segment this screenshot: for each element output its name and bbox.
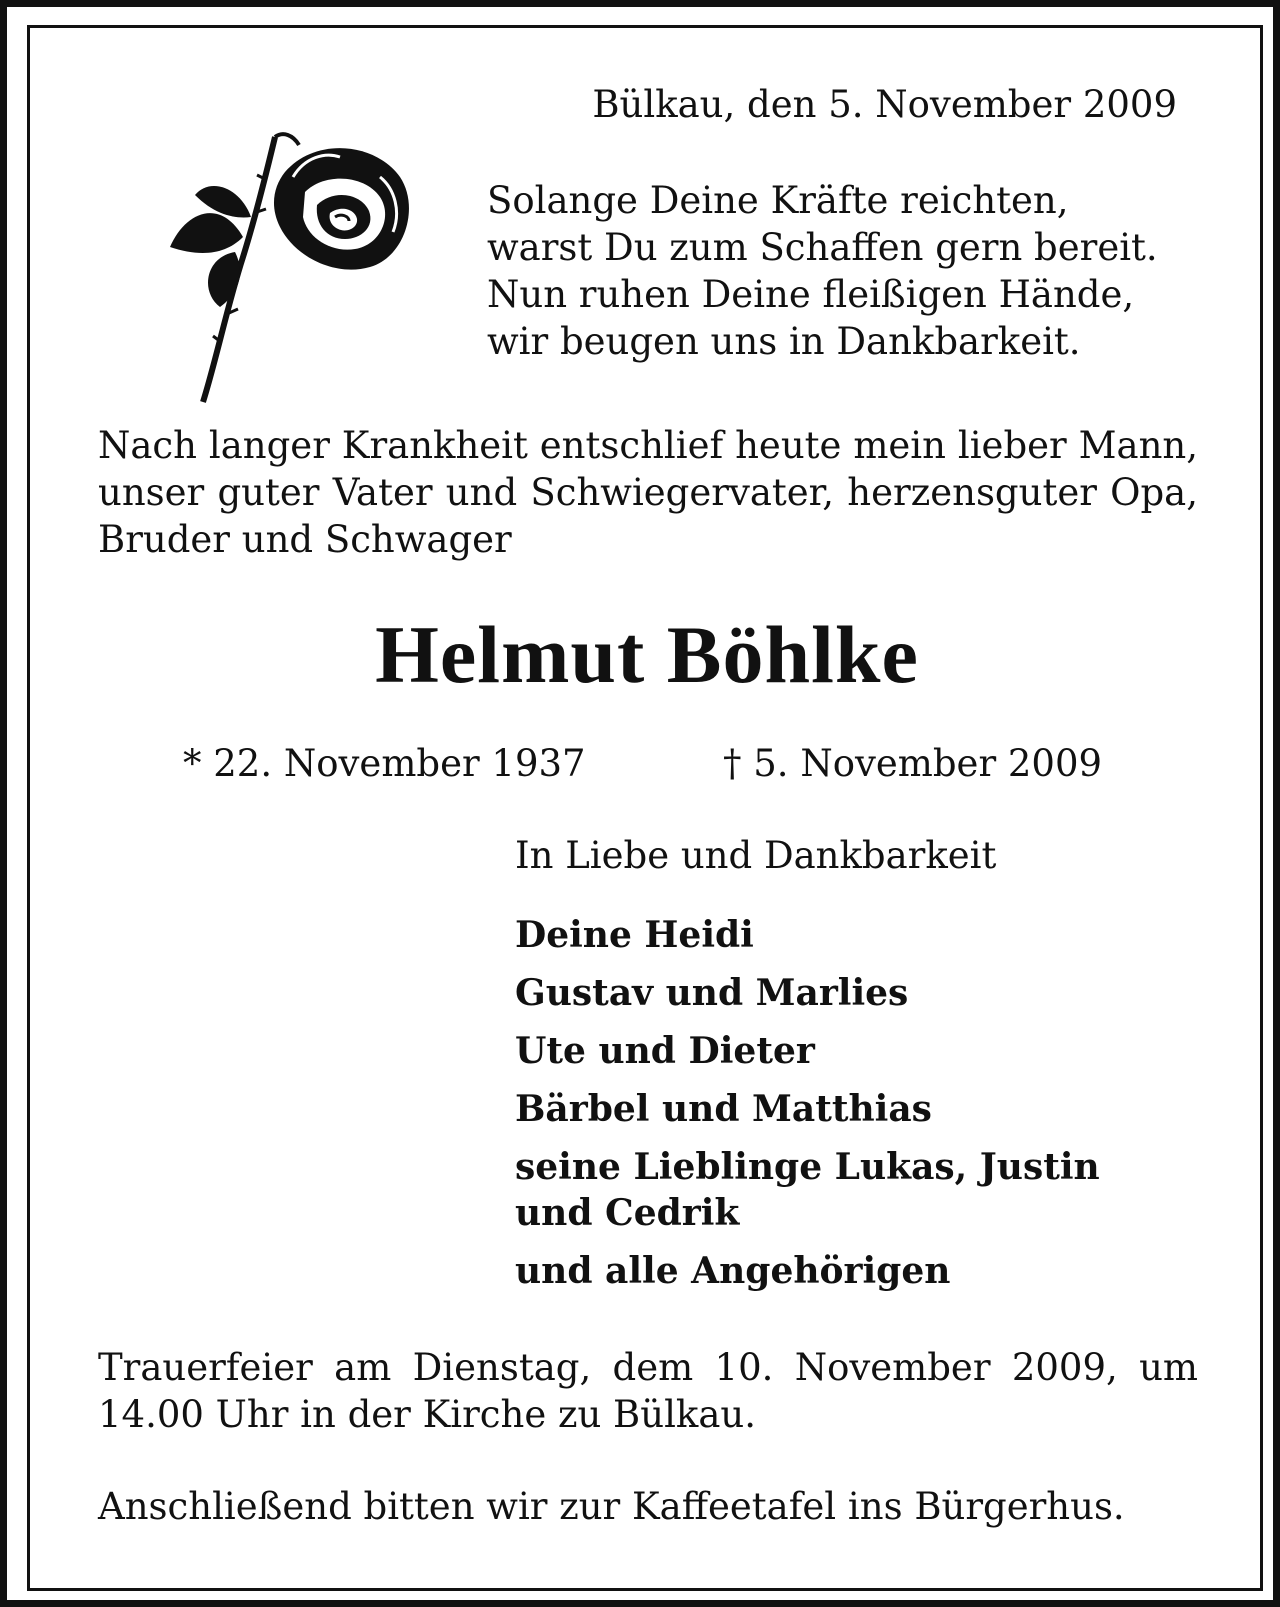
invitation-line: Anschließend bitten wir zur Kaffeetafel ins Bürgerhus. — [98, 1485, 1125, 1528]
family-list — [515, 912, 1100, 1306]
deceased-name: Helmut Böhlke — [375, 609, 919, 700]
family-member: seine Lieblinge Lukas, Justin und Cedrik — [515, 1146, 1100, 1234]
service-details: Trauerfeier am Dienstag, dem 10. November 2009, um 14.00 Uhr in der Kirche zu Bülkau. — [98, 1346, 1198, 1436]
intro-paragraph: Nach langer Krankheit entschlief heute mein lieber Mann, unser guter Vater und Schwiegervater, herzensguter Opa, Bruder und Schwager — [98, 424, 1198, 561]
poem-line: Nun ruhen Deine fleißigen Hände, — [487, 273, 1135, 316]
family-member: Deine Heidi — [515, 914, 754, 956]
death-date: † 5. November 2009 — [723, 742, 1103, 785]
family-member: Gustav und Marlies — [515, 972, 909, 1014]
poem-line: Solange Deine Kräfte reichten, — [487, 179, 1069, 222]
poem-line: wir beugen uns in Dankbarkeit. — [487, 320, 1081, 363]
family-member: Bärbel und Matthias — [515, 1088, 932, 1130]
birth-date: * 22. November 1937 — [183, 742, 586, 785]
poem-line: warst Du zum Schaffen gern bereit. — [487, 226, 1158, 269]
rose-icon — [165, 117, 425, 407]
closing-line: In Liebe und Dankbarkeit — [515, 834, 997, 877]
place-date: Bülkau, den 5. November 2009 — [592, 83, 1177, 126]
family-member: Ute und Dieter — [515, 1030, 815, 1072]
poem — [487, 177, 1158, 365]
family-member: und alle Angehörigen — [515, 1250, 951, 1292]
